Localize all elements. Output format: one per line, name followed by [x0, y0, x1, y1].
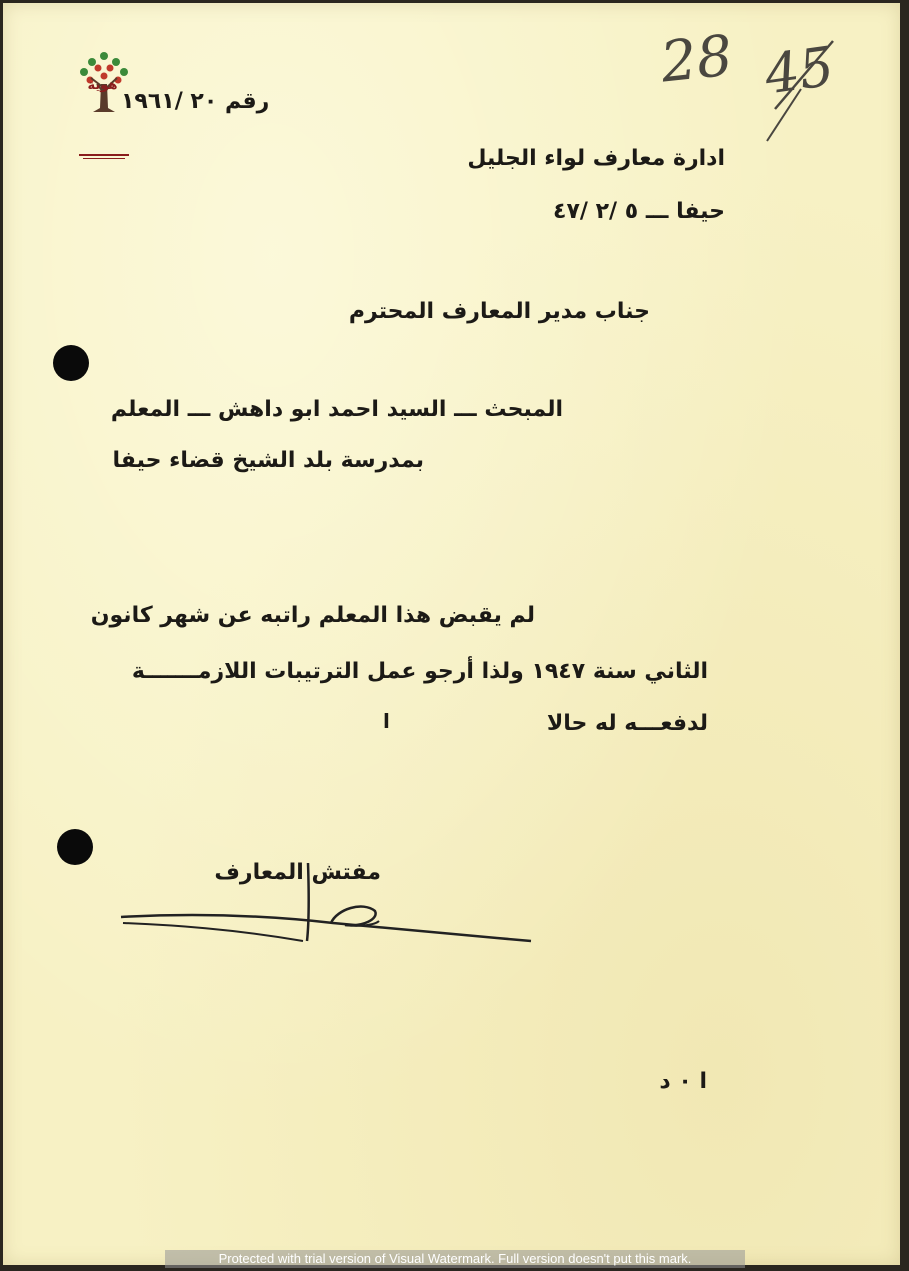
- signatory-title: مفتش المعارف: [214, 860, 381, 885]
- stray-mark: ا: [383, 709, 390, 733]
- punch-hole-bottom: [57, 829, 93, 865]
- logo-wordmark: هوية: [87, 78, 118, 93]
- signature-icon: [113, 853, 543, 953]
- handwritten-number-2: 45: [760, 34, 838, 107]
- handwritten-number-1: 28: [657, 23, 736, 96]
- addressee-line: جناب مدير المعارف المحترم: [348, 299, 650, 324]
- reference-number: رقم ٢٠ /١٩٦١: [121, 89, 270, 114]
- footer-initials: ا ٠ د: [659, 1069, 707, 1094]
- body-line-1: لم يقبض هذا المعلم راتبه عن شهر كانون: [90, 603, 535, 628]
- body-line-3: لدفعـــه له حالا: [546, 711, 708, 736]
- subject-line-1: المبحث ـــ السيد احمد ابو داهش ـــ المعلم: [110, 397, 563, 422]
- trial-watermark-banner: Protected with trial version of Visual Watermark. Full version doesn't put this mark.: [165, 1250, 745, 1268]
- sender-department: ادارة معارف لواء الجليل: [467, 146, 725, 171]
- punch-hole-top: [53, 345, 89, 381]
- body-line-2: الثاني سنة ١٩٤٧ ولذا أرجو عمل الترتيبات اللازمـــــــة: [131, 659, 708, 684]
- document-page: [3, 3, 900, 1265]
- subject-line-2: بمدرسة بلد الشيخ قضاء حيفا: [112, 448, 424, 473]
- place-and-date: حيفا ـــ ٥ /٢ /٤٧: [553, 199, 725, 224]
